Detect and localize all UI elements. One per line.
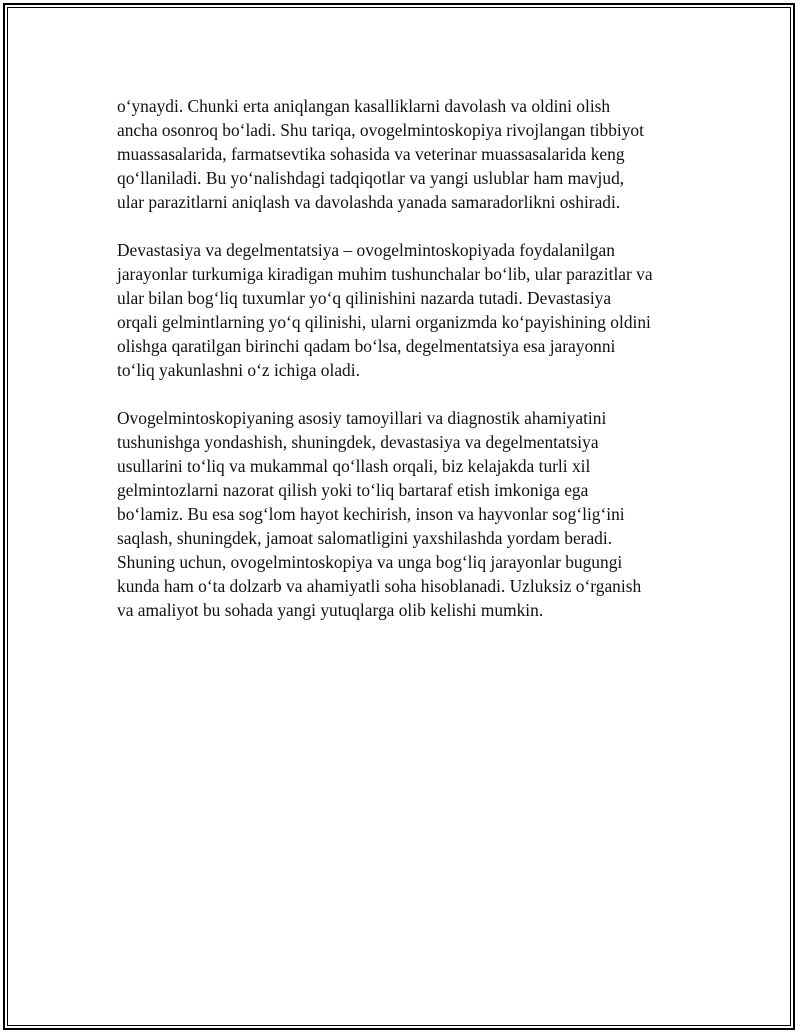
text-line: o‘ynaydi. Chunki erta aniqlangan kasalliklarni davolash va oldini olish [117, 96, 611, 116]
text-line: gelmintozlarni nazorat qilish yoki to‘liq bartaraf etish imkoniga ega [117, 480, 589, 500]
paragraph-2 [117, 238, 697, 382]
text-line: qo‘llaniladi. Bu yo‘nalishdagi tadqiqotlar va yangi uslublar ham mavjud, [117, 168, 625, 188]
text-line: ancha osonroq bo‘ladi. Shu tariqa, ovogelmintoskopiya rivojlangan tibbiyot [117, 120, 644, 140]
paragraph-1 [117, 94, 697, 214]
text-line: orqali gelmintlarning yo‘q qilinishi, ularni organizmda ko‘payishining oldini [117, 312, 651, 332]
text-line: muassasalarida, farmatsevtika sohasida va veterinar muassasalarida keng [117, 144, 625, 164]
text-line: Devastasiya va degelmentatsiya – ovogelmintoskopiyada foydalanilgan [117, 240, 615, 260]
text-line: to‘liq yakunlashni o‘z ichiga oladi. [117, 360, 360, 380]
text-line: Ovogelmintoskopiyaning asosiy tamoyillari va diagnostik ahamiyatini [117, 408, 607, 428]
text-line: usullarini to‘liq va mukammal qo‘llash orqali, biz kelajakda turli xil [117, 456, 591, 476]
paragraph-3 [117, 406, 697, 622]
text-line: Shuning uchun, ovogelmintoskopiya va unga bog‘liq jarayonlar bugungi [117, 552, 623, 572]
text-line: saqlash, shuningdek, jamoat salomatligini yaxshilashda yordam beradi. [117, 528, 613, 548]
text-line: bo‘lamiz. Bu esa sog‘lom hayot kechirish, inson va hayvonlar sog‘lig‘ini [117, 504, 625, 524]
text-line: olishga qaratilgan birinchi qadam bo‘lsa, degelmentatsiya esa jarayonni [117, 336, 616, 356]
page-border [3, 3, 795, 1030]
text-line: va amaliyot bu sohada yangi yutuqlarga olib kelishi mumkin. [117, 600, 544, 620]
text-line: tushunishga yondashish, shuningdek, devastasiya va degelmentatsiya [117, 432, 599, 452]
document-body [117, 94, 697, 646]
text-line: jarayonlar turkumiga kiradigan muhim tushunchalar bo‘lib, ular parazitlar va [117, 264, 653, 284]
text-line: ular bilan bog‘liq tuxumlar yo‘q qilinishini nazarda tutadi. Devastasiya [117, 288, 612, 308]
text-line: ular parazitlarni aniqlash va davolashda yanada samaradorlikni oshiradi. [117, 192, 621, 212]
text-line: kunda ham o‘ta dolzarb va ahamiyatli soha hisoblanadi. Uzluksiz o‘rganish [117, 576, 642, 596]
